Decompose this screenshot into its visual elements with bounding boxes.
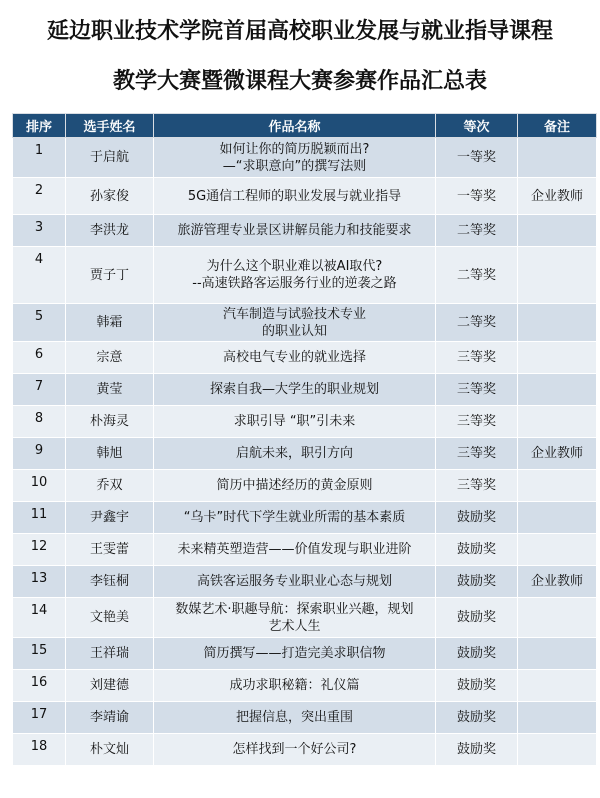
- rank-cell: 1: [13, 138, 66, 178]
- work-title-line: 把握信息，突出重围: [235, 710, 353, 725]
- work-cell: [154, 638, 436, 670]
- prize-cell: 鼓励奖: [436, 534, 518, 566]
- rank-cell: 14: [13, 598, 66, 638]
- work-cell: [154, 406, 436, 438]
- work-title-line: 探索自我—大学生的职业规划: [209, 382, 379, 397]
- header-rank: 排序: [13, 114, 66, 138]
- table-row: [13, 702, 597, 734]
- table-row: [13, 138, 597, 178]
- rank-cell: 15: [13, 638, 66, 670]
- rank-cell: 16: [13, 670, 66, 702]
- prize-cell: 二等奖: [436, 304, 518, 342]
- prize-cell: 鼓励奖: [436, 638, 518, 670]
- work-cell: [154, 374, 436, 406]
- work-cell: [154, 470, 436, 502]
- rank-cell: 3: [13, 215, 66, 247]
- prize-cell: 鼓励奖: [436, 702, 518, 734]
- note-cell: [518, 502, 597, 534]
- note-cell: [518, 304, 597, 342]
- prize-cell: 鼓励奖: [436, 670, 518, 702]
- title-line-2: 教学大赛暨微课程大赛参赛作品汇总表: [112, 69, 487, 94]
- table-row: [13, 734, 597, 766]
- header-work: 作品名称: [154, 114, 436, 138]
- work-title-line: 简历撰写——打造完美求职信物: [203, 646, 386, 661]
- table-row: [13, 342, 597, 374]
- work-title-line: 成功求职秘籍：礼仪篇: [229, 678, 360, 693]
- name-cell: 贾子丁: [66, 247, 154, 304]
- work-title-line: 为什么这个职业难以被AI取代?: [206, 259, 383, 274]
- note-cell: [518, 670, 597, 702]
- entries-table: [12, 113, 597, 766]
- name-cell: 刘建德: [66, 670, 154, 702]
- work-title-line: 数媒艺术·职趣导航：探索职业兴趣，规划: [175, 601, 414, 617]
- table-row: [13, 566, 597, 598]
- rank-cell: 4: [13, 247, 66, 304]
- name-cell: 宗意: [66, 342, 154, 374]
- name-cell: 王祥瑞: [66, 638, 154, 670]
- table-row: [13, 247, 597, 304]
- prize-cell: 鼓励奖: [436, 502, 518, 534]
- note-cell: [518, 342, 597, 374]
- work-subtitle-line: 的职业认知: [261, 323, 327, 339]
- name-cell: 文艳美: [66, 598, 154, 638]
- rank-cell: 11: [13, 502, 66, 534]
- table-row: [13, 215, 597, 247]
- work-title-line: 5G通信工程师的职业发展与就业指导: [187, 188, 402, 204]
- name-cell: 尹鑫宇: [66, 502, 154, 534]
- table-row: [13, 438, 597, 470]
- table-header-row: [13, 114, 597, 138]
- prize-cell: 二等奖: [436, 215, 518, 247]
- name-cell: 李靖谕: [66, 702, 154, 734]
- note-cell: [518, 247, 597, 304]
- prize-cell: 一等奖: [436, 138, 518, 178]
- name-cell: 李钰桐: [66, 566, 154, 598]
- prize-cell: 一等奖: [436, 178, 518, 215]
- rank-cell: 5: [13, 304, 66, 342]
- work-title-line: 简历中描述经历的黄金原则: [216, 478, 373, 493]
- work-cell: [154, 342, 436, 374]
- note-cell: [518, 598, 597, 638]
- note-cell: [518, 638, 597, 670]
- work-cell: [154, 247, 436, 304]
- header-note: 备注: [518, 114, 597, 138]
- note-cell: [518, 406, 597, 438]
- work-cell: [154, 534, 436, 566]
- rank-cell: 18: [13, 734, 66, 766]
- table-row: [13, 374, 597, 406]
- table-row: [13, 638, 597, 670]
- work-cell: [154, 438, 436, 470]
- prize-cell: 三等奖: [436, 438, 518, 470]
- name-cell: 黄莹: [66, 374, 154, 406]
- note-cell: 企业教师: [518, 438, 597, 470]
- table-row: [13, 178, 597, 215]
- table-row: [13, 598, 597, 638]
- work-title-line: 旅游管理专业景区讲解员能力和技能要求: [177, 223, 412, 238]
- work-cell: [154, 702, 436, 734]
- prize-cell: 鼓励奖: [436, 566, 518, 598]
- name-cell: 于启航: [66, 138, 154, 178]
- rank-cell: 12: [13, 534, 66, 566]
- table-row: [13, 304, 597, 342]
- table-row: [13, 406, 597, 438]
- work-subtitle-line: 艺术人生: [268, 618, 321, 634]
- work-title-line: 高铁客运服务专业职业心态与规划: [196, 574, 392, 589]
- name-cell: 朴海灵: [66, 406, 154, 438]
- work-title-line: 高校电气专业的就业选择: [222, 350, 366, 365]
- work-cell: [154, 178, 436, 215]
- work-title-line: 求职引导 “职”引未来: [233, 414, 356, 429]
- note-cell: [518, 702, 597, 734]
- table-row: [13, 534, 597, 566]
- table-row: [13, 670, 597, 702]
- work-cell: [154, 566, 436, 598]
- name-cell: 韩旭: [66, 438, 154, 470]
- work-title-line: “乌卡”时代下学生就业所需的基本素质: [183, 510, 406, 525]
- work-title-line: 如何让你的简历脱颖而出?: [219, 141, 370, 157]
- work-cell: [154, 670, 436, 702]
- note-cell: [518, 534, 597, 566]
- name-cell: 韩霜: [66, 304, 154, 342]
- header-name: 选手姓名: [66, 114, 154, 138]
- work-title-line: 汽车制造与试验技术专业: [222, 306, 366, 322]
- note-cell: [518, 470, 597, 502]
- note-cell: 企业教师: [518, 178, 597, 215]
- work-cell: [154, 598, 436, 638]
- name-cell: 李洪龙: [66, 215, 154, 247]
- table-row: [13, 502, 597, 534]
- rank-cell: 2: [13, 178, 66, 215]
- note-cell: [518, 138, 597, 178]
- name-cell: 王雯蕾: [66, 534, 154, 566]
- title-line-1: 延边职业技术学院首届高校职业发展与就业指导课程: [46, 19, 553, 44]
- work-cell: [154, 304, 436, 342]
- work-subtitle-line: —“求职意向”的撰写法则: [222, 158, 367, 174]
- prize-cell: 鼓励奖: [436, 598, 518, 638]
- work-cell: [154, 215, 436, 247]
- work-title-line: 怎样找到一个好公司?: [232, 742, 357, 757]
- name-cell: 孙家俊: [66, 178, 154, 215]
- note-cell: 企业教师: [518, 566, 597, 598]
- header-prize: 等次: [436, 114, 518, 138]
- table-row: [13, 470, 597, 502]
- work-cell: [154, 138, 436, 178]
- work-title-line: 启航未来，职引方向: [235, 446, 353, 461]
- rank-cell: 6: [13, 342, 66, 374]
- rank-cell: 13: [13, 566, 66, 598]
- note-cell: [518, 734, 597, 766]
- work-subtitle-line: --高速铁路客运服务行业的逆袭之路: [192, 276, 397, 291]
- prize-cell: 三等奖: [436, 342, 518, 374]
- work-title-line: 未来精英塑造营——价值发现与职业进阶: [177, 542, 412, 557]
- prize-cell: 三等奖: [436, 374, 518, 406]
- work-cell: [154, 502, 436, 534]
- prize-cell: 鼓励奖: [436, 734, 518, 766]
- prize-cell: 二等奖: [436, 247, 518, 304]
- rank-cell: 9: [13, 438, 66, 470]
- prize-cell: 三等奖: [436, 406, 518, 438]
- rank-cell: 10: [13, 470, 66, 502]
- rank-cell: 8: [13, 406, 66, 438]
- rank-cell: 17: [13, 702, 66, 734]
- prize-cell: 三等奖: [436, 470, 518, 502]
- rank-cell: 7: [13, 374, 66, 406]
- table-body: [13, 138, 597, 766]
- work-cell: [154, 734, 436, 766]
- note-cell: [518, 215, 597, 247]
- name-cell: 乔双: [66, 470, 154, 502]
- note-cell: [518, 374, 597, 406]
- name-cell: 朴文灿: [66, 734, 154, 766]
